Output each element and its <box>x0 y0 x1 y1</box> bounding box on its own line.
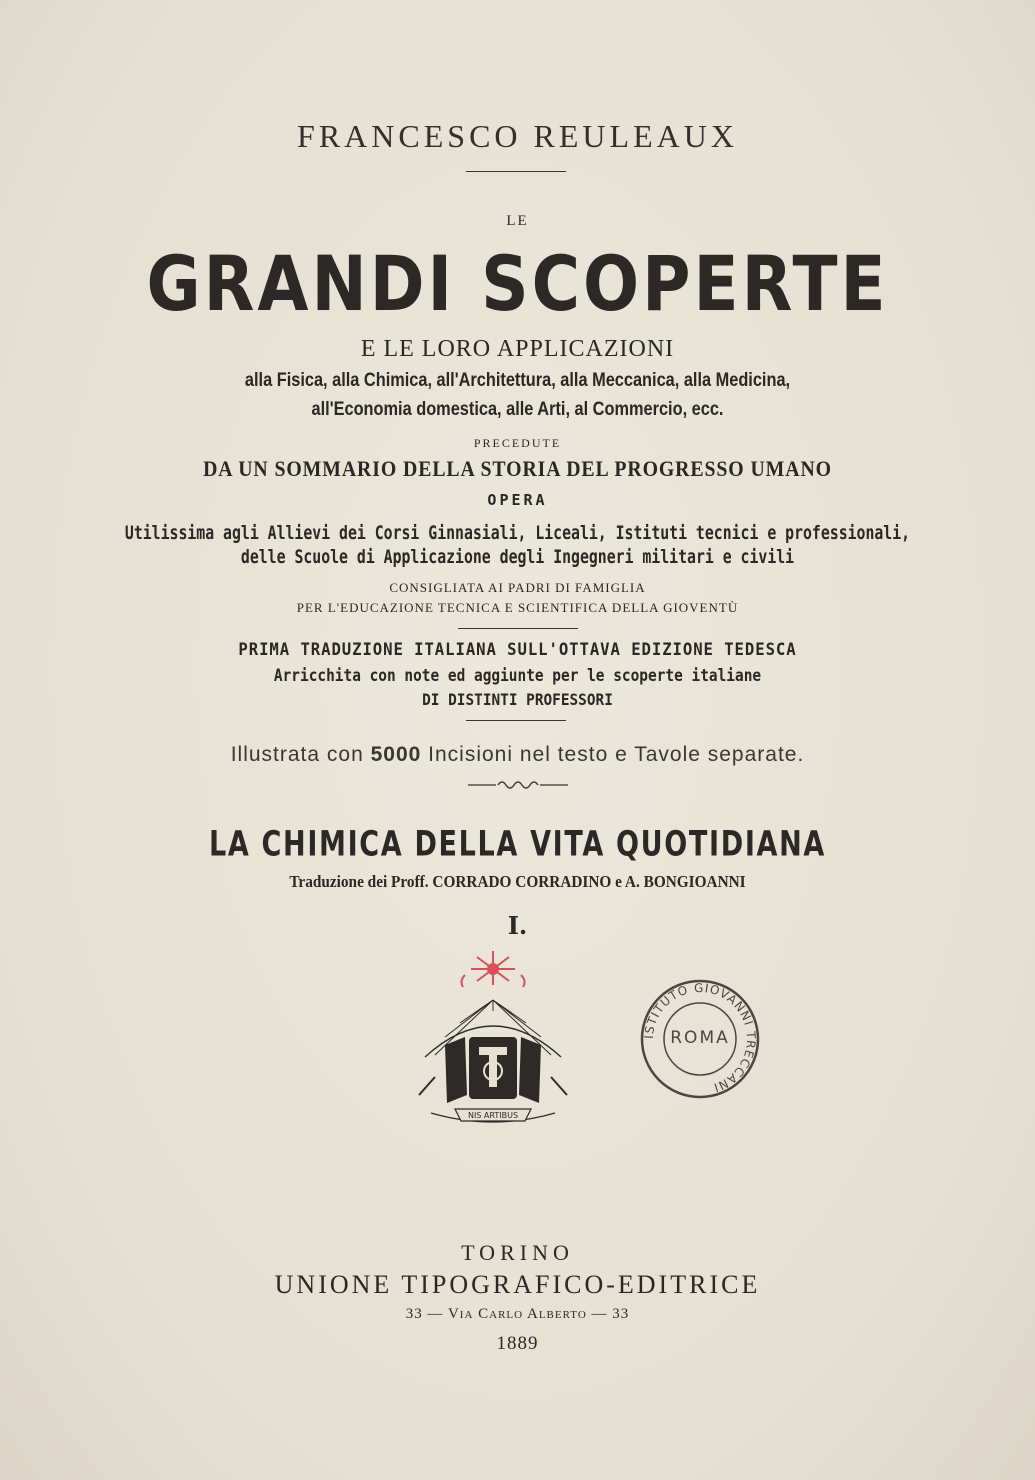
volume-title: LA CHIMICA DELLA VITA QUOTIDIANA <box>209 823 826 864</box>
author-name: FRANCESCO REULEAUX <box>297 118 738 154</box>
utility-line-2: delle Scuole di Applicazione degli Ingegneri militari e civili <box>240 546 795 568</box>
title-prefix: LE <box>506 213 529 229</box>
illustration-count: 5000 <box>370 743 422 766</box>
stamp-ring-text: ISTITUTO GIOVANNI TRECCANI <box>641 980 759 1095</box>
consigliata-line-2: PER L'EDUCAZIONE TECNICA E SCIENTIFICA DELLA GIOVENTÙ <box>296 600 739 615</box>
stamp-center-text: ROMA <box>670 1028 730 1048</box>
author-rule <box>466 171 566 172</box>
precedute-label: PRECEDUTE <box>473 436 562 450</box>
publisher-city: TORINO <box>461 1240 574 1265</box>
fields-line-1: alla Fisica, alla Chimica, all'Architettura, alla Meccanica, alla Medicina, <box>244 370 791 391</box>
utility-line-1: Utilissima agli Allievi dei Corsi Ginnasiali, Liceali, Istituti tecnici e professionali, <box>124 522 911 544</box>
sommario-line: DA UN SOMMARIO DELLA STORIA DEL PROGRESSO UMANO <box>203 456 832 481</box>
illustrated-prefix: Illustrata con <box>230 743 364 766</box>
translators-line: Traduzione dei Proff. CORRADO CORRADINO e A. BONGIOANNI <box>289 872 746 891</box>
fields-line-2: all'Economia domestica, alle Arti, al Commercio, ecc. <box>311 399 724 420</box>
publisher-address: 33 — Via Carlo Alberto — 33 <box>405 1306 630 1322</box>
publication-year: 1889 <box>496 1333 539 1354</box>
volume-number: I. <box>507 911 528 940</box>
translation-line: PRIMA TRADUZIONE ITALIANA SULL'OTTAVA EDIZIONE TEDESCA <box>238 640 797 660</box>
subtitle: E LE LORO APPLICAZIONI <box>360 336 675 362</box>
opera-label: OPERA <box>487 491 548 509</box>
illustrated-line <box>0 743 1035 767</box>
consigliata-line-1: CONSIGLIATA AI PADRI DI FAMIGLIA <box>389 580 646 595</box>
main-title: GRANDI SCOPERTE <box>146 240 889 329</box>
professors-line: DI DISTINTI PROFESSORI <box>422 690 613 709</box>
illustrated-suffix: Incisioni nel testo e Tavole separate. <box>428 743 805 766</box>
section-rule-1 <box>458 628 578 629</box>
emblem-motto: NIS ARTIBUS <box>467 1111 519 1120</box>
red-mark-icon <box>461 951 524 987</box>
publisher-name: UNIONE TIPOGRAFICO-EDITRICE <box>274 1270 761 1299</box>
publisher-emblem <box>405 945 580 1140</box>
enriched-line: Arricchita con note ed aggiunte per le scoperte italiane <box>273 666 762 686</box>
ornament-divider <box>466 779 570 791</box>
section-rule-2 <box>466 720 566 721</box>
